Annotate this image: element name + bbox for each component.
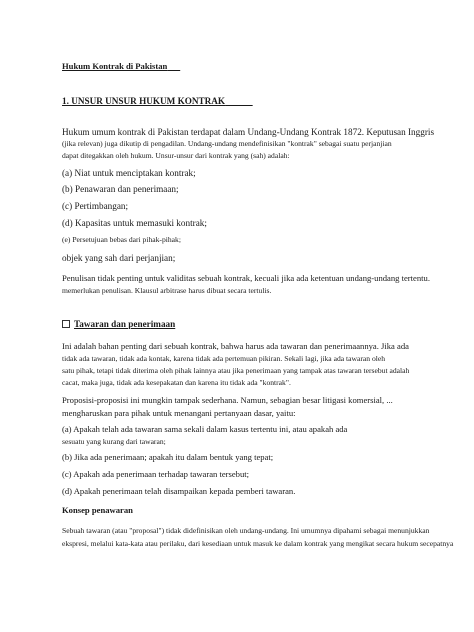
para2-line: satu pihak, tetapi tidak diterima oleh pihak lainnya atau jika penerimaan yang tampak atas tawaran tersebut adalah [62, 366, 410, 375]
question-item: (b) Jika ada penerimaan; apakah itu dalam bentuk yang tepat; [62, 452, 274, 462]
intro-line-2: (jika relevan) juga dikutip di pengadilan. Undang-undang mendefinisikan "kontrak" sebagai suatu perjanjian [62, 139, 392, 148]
intro-line-3: dapat ditegakkan oleh hukum. Unsur-unsur dari kontrak yang (sah) adalah: [62, 151, 290, 160]
question-item: sesuatu yang kurang dari tawaran; [62, 437, 166, 446]
writing-line-1: Penulisan tidak penting untuk validitas sebuah kontrak, kecuali jika ada ketentuan undang-undang tertentu. [62, 273, 430, 283]
question-item: (c) Apakah ada penerimaan terhadap tawaran tersebut; [62, 469, 250, 479]
para3-line: Proposisi-proposisi ini mungkin tampak sederhana. Namun, sebagian besar litigasi komersial, ... [62, 395, 393, 405]
writing-line-2: memerlukan penulisan. Klausul arbitrase harus dibuat secara tertulis. [62, 286, 272, 295]
element-item: (b) Penawaran dan penerimaan; [62, 184, 179, 194]
title-text: Hukum Kontrak di Pakistan [62, 61, 168, 71]
concept-para-line: ekspresi, melalui kata-kata atau perilaku, dari kesediaan untuk masuk ke dalam kontrak yang mengikat secara hukum secepatnya [62, 539, 454, 548]
concept-para-line: Sebuah tawaran (atau "proposal") tidak didefinisikan oleh undang-undang. Ini umumnya dipahami sebagai menunjukkan [62, 526, 430, 535]
para2-line: cacat, maka juga, tidak ada kesepakatan dan karena itu tidak ada "kontrak". [62, 378, 291, 387]
para3-line: mengharuskan para pihak untuk menangani pertanyaan dasar, yaitu: [62, 408, 296, 418]
section2-heading [62, 319, 175, 330]
section1-heading [62, 96, 253, 107]
question-item: (a) Apakah telah ada tawaran sama sekali dalam kasus tertentu ini, atau apakah ada [62, 424, 348, 434]
section1-heading-text: 1. UNSUR UNSUR HUKUM KONTRAK [62, 96, 226, 106]
object-line: objek yang sah dari perjanjian; [62, 253, 176, 263]
document-title [62, 62, 180, 72]
checkbox-icon [62, 320, 70, 328]
intro-line-1: Hukum umum kontrak di Pakistan terdapat dalam Undang-Undang Kontrak 1872. Keputusan Inggris [62, 127, 435, 137]
para2-line: tidak ada tawaran, tidak ada kontak, karena tidak ada pertemuan pikiran. Sekali lagi, jika ada tawaran oleh [62, 354, 386, 363]
element-item: (e) Persetujuan bebas dari pihak-pihak; [62, 235, 181, 244]
element-item: (c) Pertimbangan; [62, 201, 129, 211]
para2-line: Ini adalah bahan penting dari sebuah kontrak, bahwa harus ada tawaran dan penerimaannya. Jika ada [62, 341, 409, 351]
concept-heading: Konsep penawaran [62, 505, 133, 515]
element-item: (d) Kapasitas untuk memasuki kontrak; [62, 218, 207, 228]
question-item: (d) Apakah penerimaan telah disampaikan kepada pemberi tawaran. [62, 486, 296, 496]
section2-heading-text: Tawaran dan penerimaan [74, 319, 176, 329]
element-item: (a) Niat untuk menciptakan kontrak; [62, 168, 196, 178]
